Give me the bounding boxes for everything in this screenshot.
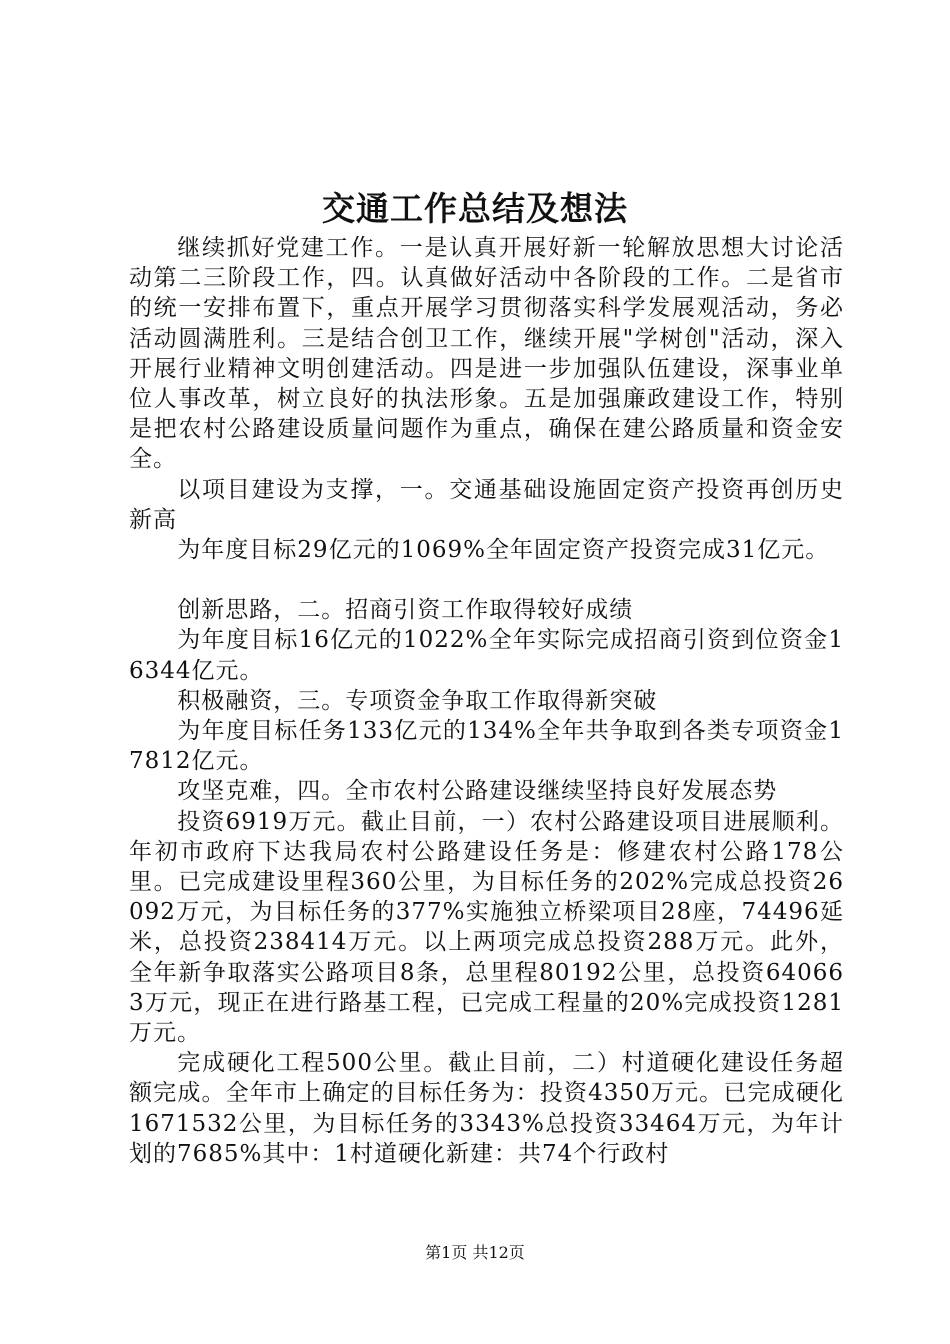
page-number-footer: 第1页 共12页	[425, 1243, 525, 1262]
page-title: 交通工作总结及想法	[322, 189, 628, 228]
paragraph-attract-investment-result: 为年度目标16亿元的1022%全年实际完成招商引资到位资金16344亿元。	[129, 627, 844, 684]
paragraph-village-road-hardening: 完成硬化工程500公里。截止目前，二）村道硬化建设任务超额完成。全年市上确定的目标任务为：投资4350万元。已完成硬化1671532公里，为目标任务的3343%总投资33464万元，为年计划的7685%其中：1村道硬化新建：共74个行政村	[129, 1050, 844, 1167]
paragraph-party-building: 继续抓好党建工作。一是认真开展好新一轮解放思想大讨论活动第二三阶段工作，四。认真做好活动中各阶段的工作。二是省市的统一安排布置下，重点开展学习贯彻落实科学发展观活动，务必活动圆满胜利。三是结合创卫工作，继续开展"学树创"活动，深入开展行业精神文明创建活动。四是进一步加强队伍建设，深事业单位人事改革，树立良好的执法形象。五是加强廉政建设工作，特别是把农村公路建设质量问题作为重点，确保在建公路质量和资金安全。	[129, 235, 844, 473]
paragraph-special-funds-result: 为年度目标任务133亿元的134%全年共争取到各类专项资金17812亿元。	[129, 718, 844, 775]
paragraph-investment-result: 为年度目标29亿元的1069%全年固定资产投资完成31亿元。	[177, 537, 830, 564]
paragraph-heading-investment: 以项目建设为支撑，一。交通基础设施固定资产投资再创历史新高	[129, 476, 844, 533]
paragraph-heading-rural-roads: 攻坚克难，四。全市农村公路建设继续坚持良好发展态势	[177, 778, 778, 805]
paragraph-heading-special-funds: 积极融资，三。专项资金争取工作取得新突破	[177, 687, 658, 714]
paragraph-heading-attract-investment: 创新思路，二。招商引资工作取得较好成绩	[177, 597, 634, 624]
paragraph-rural-roads-progress: 投资6919万元。截止目前，一）农村公路建设项目进展顺利。年初市政府下达我局农村公路建设任务是：修建农村公路178公里。已完成建设里程360公里，为目标任务的202%完成总投资26092万元，为目标任务的377%实施独立桥梁项目28座，74496延米，总投资238414万元。以上两项完成总投资288万元。此外，全年新争取落实公路项目8条，总里程80192公里，总投资640663万元，现正在进行路基工程，已完成工程量的20%完成投资1281万元。	[129, 808, 844, 1047]
document-body	[129, 233, 844, 1169]
